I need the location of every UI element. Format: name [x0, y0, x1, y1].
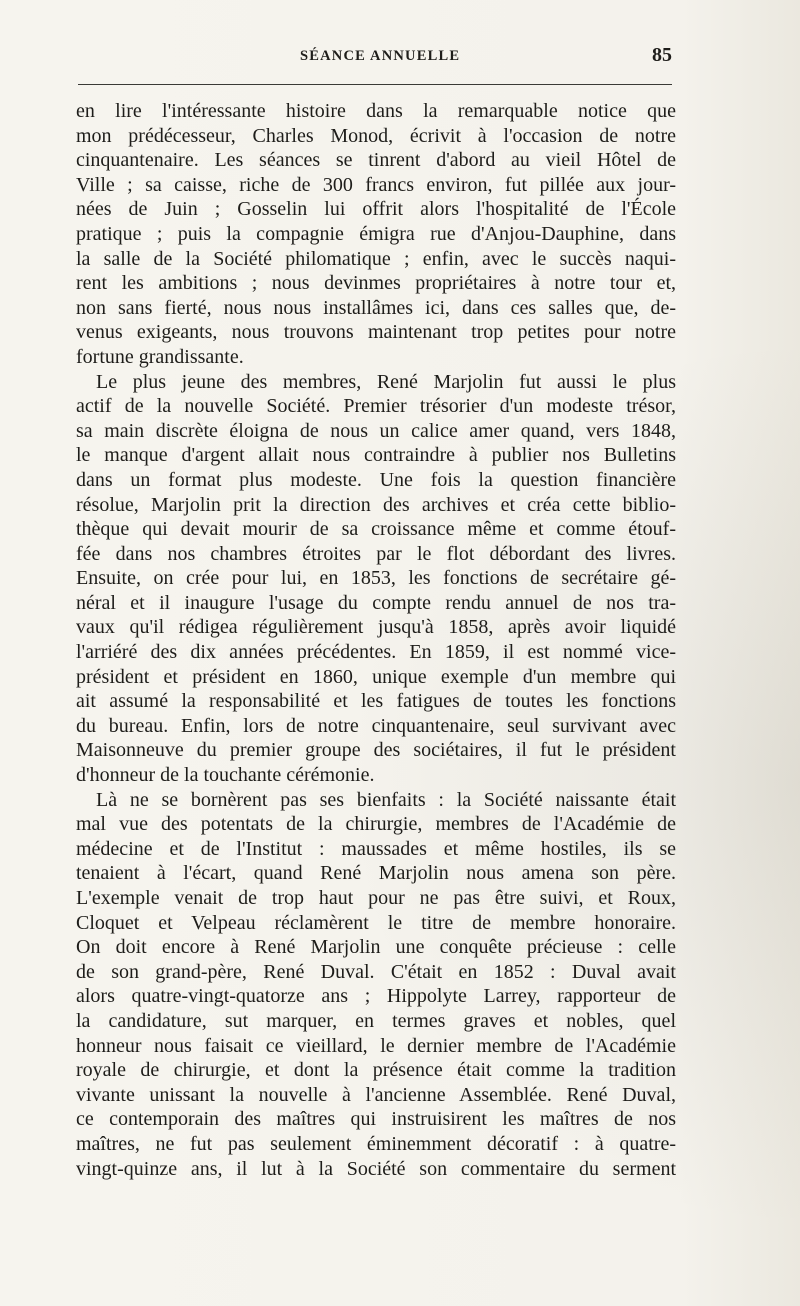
text-line: maîtres, ne fut pas seulement éminemment décoratif : à quatre-	[76, 1132, 676, 1155]
text-line: vaux qu'il rédigea régulièrement jusqu'à 1858, après avoir liquidé	[76, 616, 676, 639]
text-line: la salle de la Société philomatique ; enfin, avec le succès naqui-	[76, 247, 676, 270]
text-line: l'arriéré des dix années précédentes. En 1859, il est nommé vice-	[76, 641, 676, 664]
text-line: ce contemporain des maîtres qui instruisirent les maîtres de nos	[76, 1108, 676, 1131]
paragraph	[76, 788, 676, 1182]
text-line: mal vue des potentats de la chirurgie, membres de l'Académie de	[76, 813, 676, 836]
text-line: vivante unissant la nouvelle à l'ancienne Assemblée. René Duval,	[76, 1083, 676, 1106]
body-text	[76, 99, 676, 1181]
text-line: vingt-quinze ans, il lut à la Société son commentaire du serment	[76, 1157, 676, 1180]
text-line: dans un format plus modeste. Une fois la question financière	[76, 468, 676, 491]
text-line: tenaient à l'écart, quand René Marjolin nous amena son père.	[76, 862, 676, 885]
text-line: Ville ; sa caisse, riche de 300 francs environ, fut pillée aux jour-	[76, 173, 676, 196]
header-rule	[78, 84, 672, 85]
text-line: sa main discrète éloigna de nous un calice amer quand, vers 1848,	[76, 419, 676, 442]
text-line: On doit encore à René Marjolin une conquête précieuse : celle	[76, 936, 676, 959]
text-line: d'honneur de la touchante cérémonie.	[76, 764, 375, 787]
text-line: nées de Juin ; Gosselin lui offrit alors l'hospitalité de l'École	[76, 198, 676, 221]
text-line: résolue, Marjolin prit la direction des archives et créa cette biblio-	[76, 493, 676, 516]
text-line: alors quatre-vingt-quatorze ans ; Hippolyte Larrey, rapporteur de	[76, 985, 676, 1008]
text-line: du bureau. Enfin, lors de notre cinquantenaire, seul survivant avec	[76, 714, 676, 737]
text-line: fortune grandissante.	[76, 345, 244, 368]
text-line: royale de chirurgie, et dont la présence était comme la tradition	[76, 1059, 676, 1082]
text-line: rent les ambitions ; nous devinmes propriétaires à notre tour et,	[76, 272, 676, 295]
text-line: cinquantenaire. Les séances se tinrent d'abord au vieil Hôtel de	[76, 149, 676, 172]
text-line: mon prédécesseur, Charles Monod, écrivit à l'occasion de notre	[76, 124, 676, 147]
text-line: la candidature, sut marquer, en termes graves et nobles, quel	[76, 1009, 676, 1032]
text-line: Ensuite, on crée pour lui, en 1853, les fonctions de secrétaire gé-	[76, 567, 676, 590]
paragraph	[76, 99, 676, 370]
paragraph	[76, 370, 676, 788]
text-line: venus exigeants, nous trouvons maintenant trop petites pour notre	[76, 321, 676, 344]
text-line: honneur nous faisait ce vieillard, le dernier membre de l'Académie	[76, 1034, 676, 1057]
text-line: le manque d'argent allait nous contraindre à publier nos Bulletins	[76, 444, 676, 467]
text-line: Cloquet et Velpeau réclamèrent le titre de membre honoraire.	[76, 911, 676, 934]
page-number: 85	[652, 44, 672, 66]
text-line: en lire l'intéressante histoire dans la remarquable notice que	[76, 100, 676, 122]
text-line: ait assumé la responsabilité et les fatigues de toutes les fonctions	[76, 690, 676, 713]
page-header	[78, 44, 674, 74]
running-head: SÉANCE ANNUELLE	[300, 48, 461, 64]
text-line: Le plus jeune des membres, René Marjolin fut aussi le plus	[96, 370, 676, 393]
text-line: Là ne se bornèrent pas ses bienfaits : la Société naissante était	[96, 788, 676, 811]
text-line: de son grand-père, René Duval. C'était en 1852 : Duval avait	[76, 960, 676, 983]
text-line: actif de la nouvelle Société. Premier trésorier d'un modeste trésor,	[76, 395, 676, 418]
text-line: L'exemple venait de trop haut pour ne pas être suivi, et Roux,	[76, 887, 676, 909]
text-line: Maisonneuve du premier groupe des sociétaires, il fut le président	[76, 739, 676, 762]
text-line: président et président en 1860, unique exemple d'un membre qui	[76, 665, 676, 688]
text-line: thèque qui devait mourir de sa croissance même et comme étouf-	[76, 518, 676, 541]
text-line: fée dans nos chambres étroites par le flot débordant des livres.	[76, 542, 676, 565]
text-line: pratique ; puis la compagnie émigra rue d'Anjou-Dauphine, dans	[76, 222, 676, 245]
text-line: non sans fierté, nous nous installâmes ici, dans ces salles que, de-	[76, 296, 676, 319]
text-line: néral et il inaugure l'usage du compte rendu annuel de nos tra-	[76, 591, 676, 614]
text-line: médecine et de l'Institut : maussades et même hostiles, ils se	[76, 837, 676, 860]
